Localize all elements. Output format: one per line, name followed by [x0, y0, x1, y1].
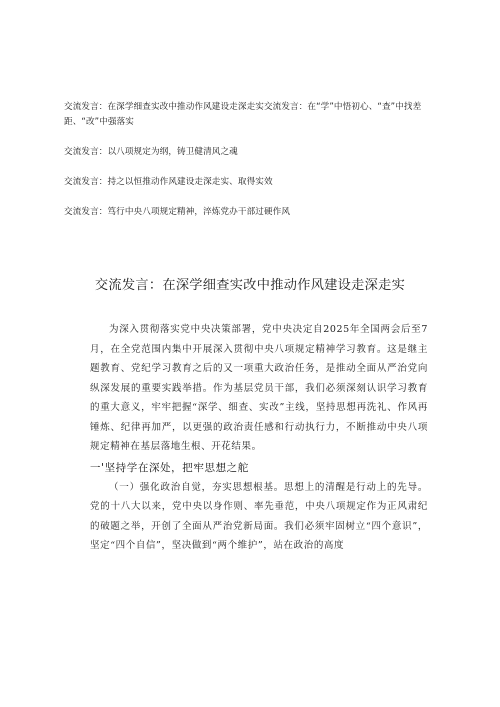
- document-body: [90, 320, 428, 556]
- toc-item[interactable]: 交流发言：在深学细查实改中推动作风建设走深走实交流发言：在“学”中悟初心、“查”中找差距、“改”中强落实: [64, 102, 422, 127]
- toc-item[interactable]: 交流发言：持之以恒推动作风建设走深走实、取得实效: [64, 177, 273, 187]
- toc-item[interactable]: 交流发言：以八项规定为纲，铸卫健清风之魂: [64, 147, 238, 157]
- intro-paragraph: 为深入贯彻落实党中央决策部署，党中央决定自2025年全国两会后至7月，在全党范围内集中开展深入贯彻中央八项规定精神学习教育。这是继主题教育、党纪学习教育之后的又一项重大政治任务，是推动全面从严治党向纵深发展的重要实践举措。作为基层党员干部，我们必须深刻认识学习教育的重大意义，牢牢把握“深学、细查、实改”主线，坚持思想再洗礼、作风再锤炼、纪律再加严，以更强的政治责任感和行动执行力，不断推动中央八项规定精神在基层落地生根、开花结果。: [90, 324, 428, 452]
- table-of-contents: [64, 100, 444, 235]
- toc-item[interactable]: 交流发言：笃行中央八项规定精神，淬炼党办干部过硬作风: [64, 207, 291, 217]
- section-heading: 一'坚持学在深处，把牢思想之舵: [90, 461, 249, 474]
- section-paragraph: （一）强化政治自觉，夯实思想根基。思想上的清醒是行动上的先导。党的十八大以来，党中央以身作则、率先垂范，中央八项规定作为正风肃纪的破题之举，开创了全面从严治党新局面。我们必须牢固树立“四个意识”，坚定“四个自信”，坚决做到“两个维护”，站在政治的高度: [90, 481, 428, 551]
- document-title: 交流发言：在深学细查实改中推动作风建设走深走实: [94, 278, 406, 293]
